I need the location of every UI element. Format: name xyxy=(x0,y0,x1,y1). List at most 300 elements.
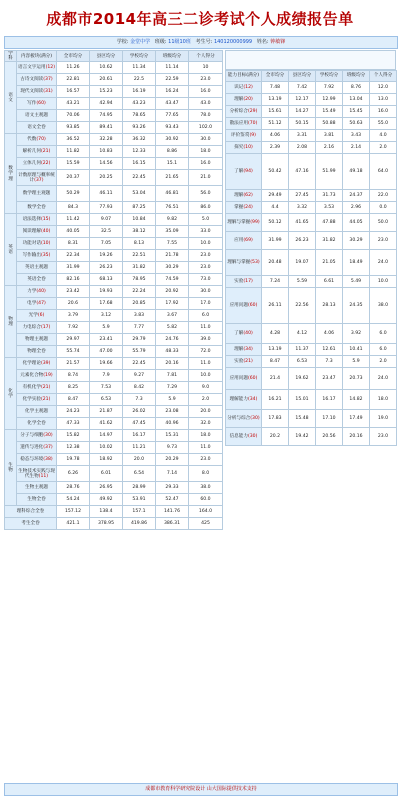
score-cell: 60.0 xyxy=(189,494,223,506)
row-label xyxy=(17,146,57,158)
ability-name: 理解 xyxy=(234,346,244,352)
score-cell: 17.49 xyxy=(343,410,370,428)
table-row xyxy=(5,310,223,322)
score-cell: 50.88 xyxy=(316,118,343,130)
table-header-row xyxy=(5,51,223,62)
score-cell: 4.4 xyxy=(262,202,289,214)
max-score: (21) xyxy=(40,385,51,391)
table-row xyxy=(226,214,397,232)
score-cell: 14.82 xyxy=(343,390,370,410)
score-cell: 11.0 xyxy=(189,358,223,370)
row-label xyxy=(226,130,262,142)
score-cell: 36.52 xyxy=(57,134,90,146)
score-cell: 11.0 xyxy=(189,442,223,454)
score-cell: 7.81 xyxy=(156,370,189,382)
table-row xyxy=(5,274,223,286)
row-label xyxy=(226,190,262,202)
score-cell: 6.26 xyxy=(57,466,90,482)
table-row xyxy=(226,202,397,214)
table-row xyxy=(5,506,223,518)
table-row xyxy=(226,82,397,94)
row-label xyxy=(226,82,262,94)
content-name: 生物全卷 xyxy=(27,497,46,503)
table-row xyxy=(5,370,223,382)
score-cell: 78.0 xyxy=(189,110,223,122)
row-label: 考生全卷 xyxy=(5,518,57,530)
table-row xyxy=(5,482,223,494)
max-score: (70) xyxy=(247,120,258,126)
table-row xyxy=(226,410,397,428)
score-cell: 18.0 xyxy=(189,430,223,442)
table-row xyxy=(226,276,397,288)
max-score: (37) xyxy=(43,445,53,451)
score-cell: 22.45 xyxy=(123,358,156,370)
score-cell: 421.1 xyxy=(57,518,90,530)
score-cell: 47.33 xyxy=(57,418,90,430)
score-cell: 6.61 xyxy=(316,276,343,288)
score-cell: 11.34 xyxy=(123,62,156,74)
score-cell: 2.0 xyxy=(189,394,223,406)
score-cell: 27.45 xyxy=(289,190,316,202)
score-cell: 10.83 xyxy=(90,146,123,158)
row-label xyxy=(17,466,57,482)
row-label xyxy=(17,286,57,298)
row-label xyxy=(17,494,57,506)
score-cell: 32.28 xyxy=(90,134,123,146)
score-cell: 74.95 xyxy=(90,110,123,122)
score-cell: 23.0 xyxy=(370,232,397,250)
max-score: (99) xyxy=(250,219,260,225)
content-name: 语言文字运用 xyxy=(18,65,46,71)
row-label xyxy=(226,368,262,390)
score-cell: 4.06 xyxy=(316,324,343,344)
score-cell: 7.48 xyxy=(262,82,289,94)
max-score: (60) xyxy=(247,375,258,381)
score-cell: 23.41 xyxy=(90,334,123,346)
score-cell: 44.05 xyxy=(343,214,370,232)
score-cell: 15.01 xyxy=(289,390,316,410)
content-name: 生物技术实践与现代生物 xyxy=(18,468,55,479)
score-cell: 21.0 xyxy=(189,170,223,186)
ability-score-table xyxy=(225,70,397,446)
content-name: 物理全卷 xyxy=(27,349,46,355)
score-cell: 8.86 xyxy=(156,146,189,158)
score-cell: 8.0 xyxy=(189,466,223,482)
score-cell: 5.82 xyxy=(156,322,189,334)
ability-name: 理解 xyxy=(234,192,244,198)
score-cell: 24.76 xyxy=(156,334,189,346)
score-cell: 21.65 xyxy=(156,170,189,186)
ability-name: 理解与掌握 xyxy=(227,219,251,225)
score-cell: 5.9 xyxy=(343,356,370,368)
max-score: (10) xyxy=(243,144,253,150)
score-cell: 12.0 xyxy=(370,82,397,94)
student-name-label: 姓名: xyxy=(256,39,269,45)
score-cell: 10.84 xyxy=(123,214,156,226)
score-cell: 2.39 xyxy=(262,142,289,154)
row-label xyxy=(17,274,57,286)
table-row xyxy=(5,346,223,358)
score-cell: 10.41 xyxy=(343,344,370,356)
score-cell: 9.27 xyxy=(123,370,156,382)
score-cell: 2.16 xyxy=(316,142,343,154)
table-row xyxy=(5,358,223,370)
exam-number-label: 考生号: xyxy=(195,39,213,45)
score-cell: 50.29 xyxy=(57,186,90,202)
header-personal-score: 个人得分 xyxy=(189,51,223,62)
score-cell: 84.3 xyxy=(57,202,90,214)
table-row xyxy=(5,382,223,394)
score-cell: 9.73 xyxy=(156,442,189,454)
score-cell: 7.77 xyxy=(123,322,156,334)
score-cell: 20.73 xyxy=(343,368,370,390)
header-personal-score: 个人得分 xyxy=(370,71,397,82)
score-cell: 14.56 xyxy=(90,158,123,170)
row-label xyxy=(17,98,57,110)
table-row xyxy=(5,494,223,506)
score-cell: 23.42 xyxy=(57,286,90,298)
score-cell: 18.0 xyxy=(189,146,223,158)
score-cell: 20.2 xyxy=(262,428,289,446)
content-name: 电学 xyxy=(27,301,37,307)
row-label xyxy=(17,170,57,186)
score-cell: 73.0 xyxy=(189,274,223,286)
row-label xyxy=(17,346,57,358)
class-label: 班级: xyxy=(154,39,167,45)
score-cell: 43.21 xyxy=(57,98,90,110)
score-cell: 3.31 xyxy=(289,130,316,142)
report-title: 成都市2014年高三二诊考试个人成绩报告单 xyxy=(46,10,354,28)
score-cell: 16.17 xyxy=(123,430,156,442)
score-cell: 5.9 xyxy=(156,394,189,406)
score-cell: 8.47 xyxy=(262,356,289,368)
score-cell: 49.92 xyxy=(90,494,123,506)
row-label xyxy=(226,410,262,428)
max-score: (40) xyxy=(36,289,46,295)
score-cell: 22.81 xyxy=(57,74,90,86)
score-cell: 86.0 xyxy=(189,202,223,214)
table-row xyxy=(5,74,223,86)
ability-name: 评价鉴赏 xyxy=(231,132,250,138)
score-cell: 31.82 xyxy=(123,262,156,274)
score-cell: 19.0 xyxy=(370,410,397,428)
class-value: 11级10班 xyxy=(168,39,191,45)
max-score: (24) xyxy=(243,204,253,210)
score-cell: 22.45 xyxy=(123,170,156,186)
score-cell: 8.31 xyxy=(57,238,90,250)
score-cell: 5.9 xyxy=(90,322,123,334)
table-row xyxy=(226,250,397,276)
content-name: 现代文阅读 xyxy=(20,89,44,95)
student-info-bar xyxy=(4,36,398,49)
row-label xyxy=(17,250,57,262)
content-name: 解析几何 xyxy=(22,149,41,155)
header-subject: 学科 xyxy=(5,51,17,62)
score-cell: 23.0 xyxy=(189,454,223,466)
score-cell: 8.13 xyxy=(123,238,156,250)
ability-name: 了解 xyxy=(234,168,244,174)
score-cell: 16.24 xyxy=(156,86,189,98)
table-row xyxy=(226,232,397,250)
ability-name: 实验 xyxy=(234,278,244,284)
score-cell: 4.0 xyxy=(370,130,397,142)
score-cell: 20.16 xyxy=(156,358,189,370)
score-cell: 3.53 xyxy=(316,202,343,214)
score-cell: 16.57 xyxy=(57,86,90,98)
header-district-avg: 县区均分 xyxy=(289,71,316,82)
score-cell: 24.0 xyxy=(370,250,397,276)
score-cell: 20.56 xyxy=(316,428,343,446)
row-label xyxy=(17,262,57,274)
score-cell: 31.82 xyxy=(316,232,343,250)
ability-name: 分析与综合 xyxy=(227,415,251,421)
subject-cell: 物理 xyxy=(5,286,17,358)
ability-name: 应用问题 xyxy=(229,375,248,381)
row-label xyxy=(17,482,57,494)
max-score: (17) xyxy=(40,325,51,331)
score-cell: 49.18 xyxy=(343,154,370,190)
score-cell: 138.4 xyxy=(90,506,123,518)
row-label xyxy=(226,142,262,154)
table-row xyxy=(5,394,223,406)
score-cell: 10.0 xyxy=(189,370,223,382)
score-cell: 20.85 xyxy=(123,298,156,310)
score-cell: 13.04 xyxy=(343,94,370,106)
score-cell: 20.48 xyxy=(262,250,289,276)
content-name: 数学全卷 xyxy=(27,205,46,211)
score-cell: 4.06 xyxy=(262,130,289,142)
score-cell: 3.81 xyxy=(316,130,343,142)
max-score: (17) xyxy=(243,278,253,284)
score-cell: 15.1 xyxy=(156,158,189,170)
score-cell: 93.26 xyxy=(123,122,156,134)
score-cell: 19.42 xyxy=(289,428,316,446)
row-label xyxy=(226,344,262,356)
header-city-avg: 全市均分 xyxy=(57,51,90,62)
max-score: (21) xyxy=(243,358,253,364)
score-cell: 11.26 xyxy=(57,62,90,74)
score-cell: 48.33 xyxy=(156,346,189,358)
report-footer: 成都市教育科学研究院设计 山大国际提供技术支持 xyxy=(4,783,398,796)
score-cell: 52.47 xyxy=(156,494,189,506)
score-cell: 15.31 xyxy=(156,430,189,442)
header-content: 内容板块(满分) xyxy=(17,51,57,62)
table-row xyxy=(5,322,223,334)
max-score: (35) xyxy=(40,253,51,259)
score-cell: 20.61 xyxy=(90,74,123,86)
score-cell: 20.0 xyxy=(189,406,223,418)
table-row xyxy=(5,62,223,74)
score-cell: 7.05 xyxy=(90,238,123,250)
row-label xyxy=(226,276,262,288)
school-value: 金堂中学 xyxy=(130,39,151,45)
score-cell: 30.0 xyxy=(189,286,223,298)
row-label xyxy=(226,324,262,344)
score-cell: 43.47 xyxy=(156,98,189,110)
score-cell: 15.49 xyxy=(316,106,343,118)
score-cell: 12.99 xyxy=(316,94,343,106)
row-label xyxy=(226,154,262,190)
score-cell: 30.29 xyxy=(343,232,370,250)
score-cell: 22.0 xyxy=(370,190,397,202)
table-row xyxy=(5,226,223,238)
score-cell: 3.12 xyxy=(90,310,123,322)
score-cell: 36.32 xyxy=(123,134,156,146)
content-name: 力学 xyxy=(27,289,37,295)
score-cell: 7.29 xyxy=(156,382,189,394)
score-cell: 5.0 xyxy=(189,214,223,226)
header-class-avg: 班级均分 xyxy=(343,71,370,82)
score-cell: 19.66 xyxy=(90,358,123,370)
score-cell: 28.99 xyxy=(123,482,156,494)
subject-cell: 化学 xyxy=(5,358,17,430)
score-cell: 22.5 xyxy=(123,74,156,86)
school-label: 学校: xyxy=(116,39,129,45)
score-cell: 28.76 xyxy=(57,482,90,494)
score-cell: 21.05 xyxy=(316,250,343,276)
max-score: (20) xyxy=(243,96,253,102)
score-cell: 12.33 xyxy=(123,146,156,158)
table-row xyxy=(5,406,223,418)
header-school-avg: 学校均分 xyxy=(123,51,156,62)
score-cell: 55.0 xyxy=(370,118,397,130)
row-label xyxy=(17,214,57,226)
score-cell: 378.95 xyxy=(90,518,123,530)
row-label xyxy=(17,186,57,202)
row-label xyxy=(17,442,57,454)
ability-name: 信息能力 xyxy=(229,433,248,439)
score-cell: 20.6 xyxy=(57,298,90,310)
score-cell: 22.34 xyxy=(57,250,90,262)
score-cell: 50.12 xyxy=(262,214,289,232)
max-score: (60) xyxy=(247,302,258,308)
score-cell: 39.0 xyxy=(189,334,223,346)
row-label xyxy=(17,74,57,86)
ability-name: 识记 xyxy=(234,84,244,90)
row-label xyxy=(226,428,262,446)
score-cell: 20.25 xyxy=(90,170,123,186)
score-cell: 22.56 xyxy=(289,288,316,324)
score-cell: 47.00 xyxy=(90,346,123,358)
score-cell: 35.09 xyxy=(156,226,189,238)
score-cell: 15.82 xyxy=(57,430,90,442)
score-cell: 21.78 xyxy=(156,250,189,262)
score-cell: 10.0 xyxy=(189,238,223,250)
max-score: (38) xyxy=(43,457,53,463)
content-name: 化学理论 xyxy=(22,361,41,367)
table-row xyxy=(226,368,397,390)
score-cell: 11.37 xyxy=(289,344,316,356)
table-row xyxy=(5,186,223,202)
row-label xyxy=(17,86,57,98)
score-cell: 24.35 xyxy=(343,288,370,324)
content-name: 数学理主观题 xyxy=(22,191,51,197)
score-cell: 78.95 xyxy=(123,274,156,286)
max-score: (22) xyxy=(40,161,51,167)
row-label xyxy=(17,238,57,250)
score-cell: 102.0 xyxy=(189,122,223,134)
row-label xyxy=(226,118,262,130)
score-cell: 20.29 xyxy=(156,454,189,466)
score-cell: 41.65 xyxy=(289,214,316,232)
max-score: (12) xyxy=(243,84,253,90)
score-cell: 6.0 xyxy=(370,324,397,344)
content-name: 稳态与环境 xyxy=(20,457,44,463)
score-cell: 20.37 xyxy=(57,170,90,186)
score-cell: 28.13 xyxy=(316,288,343,324)
score-cell: 419.86 xyxy=(123,518,156,530)
score-cell: 26.23 xyxy=(90,262,123,274)
content-name: 英语全卷 xyxy=(27,277,46,283)
score-cell: 9.07 xyxy=(90,214,123,226)
row-label xyxy=(17,454,57,466)
score-cell: 3.79 xyxy=(57,310,90,322)
row-label xyxy=(17,322,57,334)
content-name: 遗传与进化 xyxy=(20,445,44,451)
row-label xyxy=(17,382,57,394)
table-row xyxy=(5,334,223,346)
score-cell: 3.43 xyxy=(343,130,370,142)
score-cell: 5.49 xyxy=(343,276,370,288)
header-city-avg: 全市均分 xyxy=(262,71,289,82)
score-cell: 8.47 xyxy=(57,394,90,406)
row-label xyxy=(226,214,262,232)
score-cell: 54.24 xyxy=(57,494,90,506)
score-cell: 7.24 xyxy=(262,276,289,288)
table-row xyxy=(226,356,397,368)
max-score: (30) xyxy=(247,433,258,439)
score-cell: 50.0 xyxy=(370,214,397,232)
subject-cell: 数学理 xyxy=(5,134,17,214)
max-score: (31) xyxy=(43,89,53,95)
score-cell: 164.0 xyxy=(189,506,223,518)
row-label xyxy=(17,110,57,122)
max-score: (30) xyxy=(250,415,260,421)
score-cell: 23.08 xyxy=(156,406,189,418)
exam-number-value: 140120000999 xyxy=(213,39,253,45)
score-cell: 78.65 xyxy=(123,110,156,122)
score-cell: 9.82 xyxy=(156,214,189,226)
score-cell: 141.76 xyxy=(156,506,189,518)
score-cell: 4.12 xyxy=(289,324,316,344)
content-name: 元素化合物 xyxy=(20,373,44,379)
score-cell: 23.0 xyxy=(189,74,223,86)
score-cell: 30.29 xyxy=(156,262,189,274)
row-label xyxy=(17,370,57,382)
content-name: 英语主观题 xyxy=(25,265,48,271)
table-row xyxy=(5,202,223,214)
score-cell: 3.67 xyxy=(156,310,189,322)
score-cell: 386.31 xyxy=(156,518,189,530)
table-row xyxy=(5,122,223,134)
max-score: (69) xyxy=(243,237,253,243)
ability-name: 探究 xyxy=(234,144,244,150)
table-row xyxy=(5,442,223,454)
score-cell: 16.0 xyxy=(370,106,397,118)
table-row xyxy=(226,324,397,344)
max-score: (19) xyxy=(43,373,53,379)
score-cell: 12.38 xyxy=(57,442,90,454)
row-label xyxy=(226,390,262,410)
score-cell: 68.13 xyxy=(90,274,123,286)
content-name: 化学主观题 xyxy=(25,409,48,415)
score-cell: 15.59 xyxy=(57,158,90,170)
max-score: (39) xyxy=(40,361,51,367)
table-row xyxy=(226,118,397,130)
score-cell: 8.76 xyxy=(343,82,370,94)
score-cell: 32.5 xyxy=(90,226,123,238)
score-cell: 7.3 xyxy=(316,356,343,368)
